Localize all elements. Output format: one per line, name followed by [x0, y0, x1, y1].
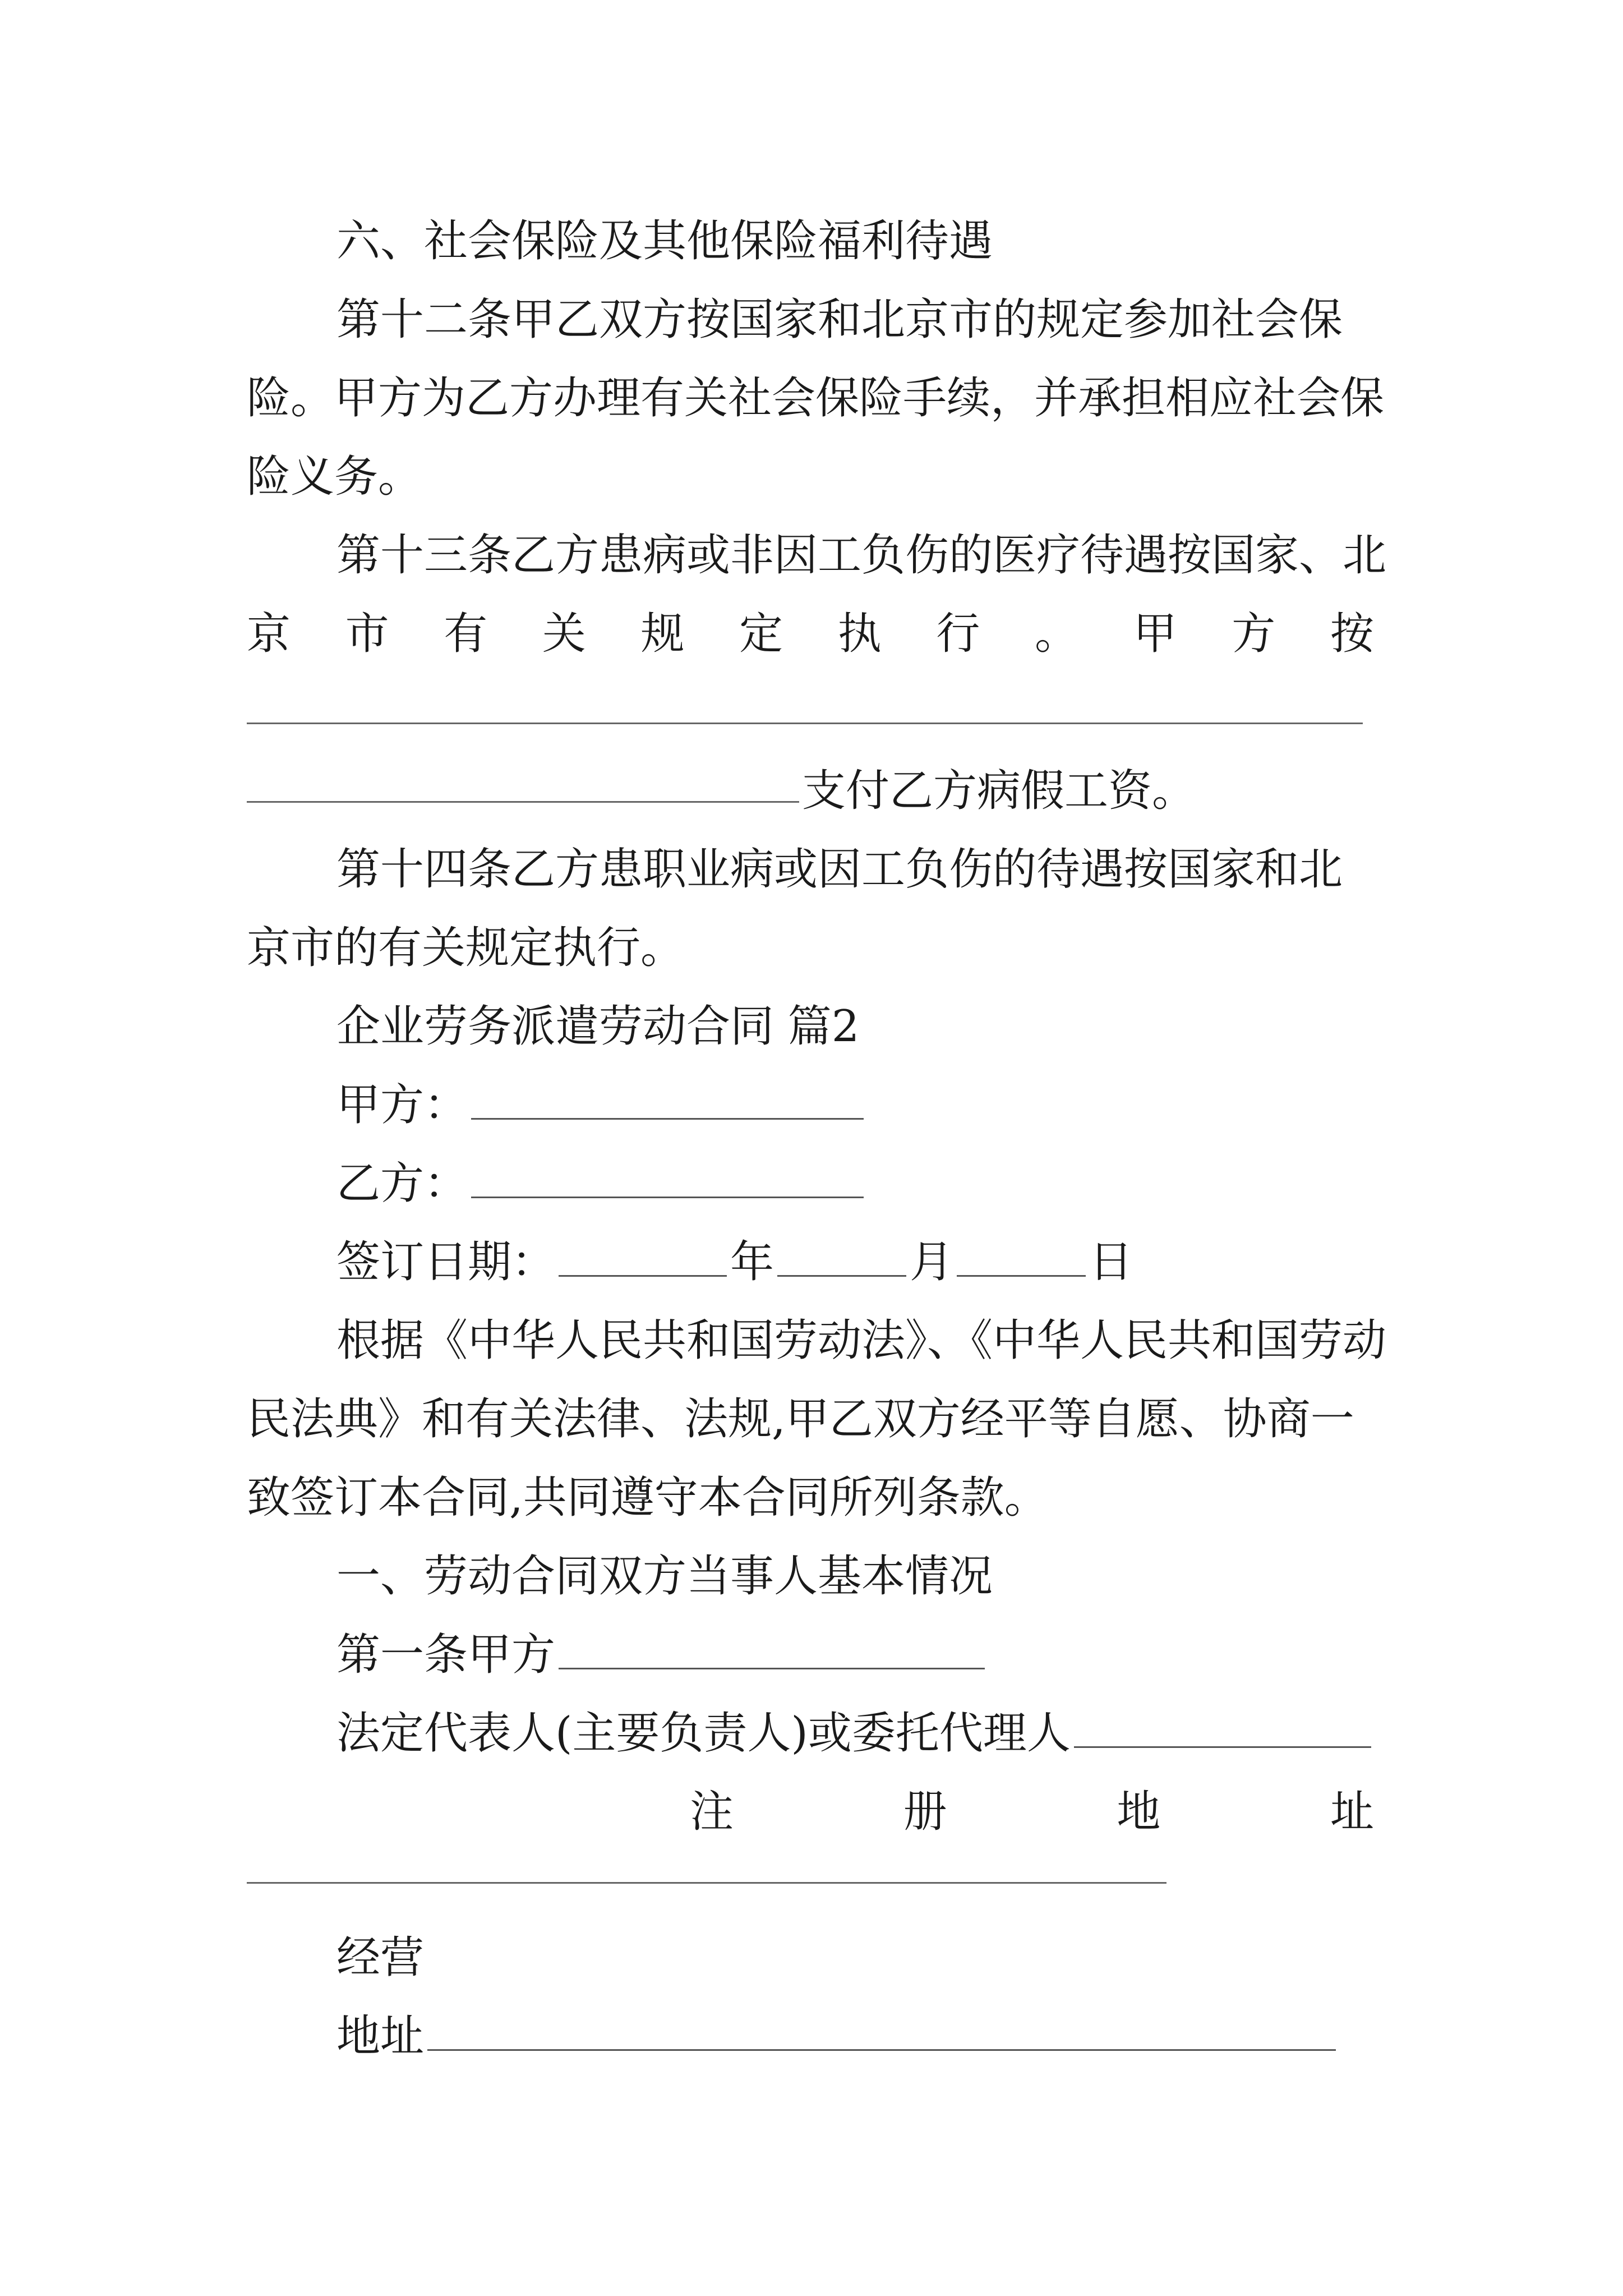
article13-char: 甲	[1133, 609, 1177, 659]
party-b-line	[336, 1144, 867, 1223]
preamble-line2: 民法典》和有关法律、法规,甲乙双方经平等自愿、协商一	[247, 1394, 1354, 1444]
article13-char: 规	[640, 609, 685, 659]
section6-heading: 六、社会保险及其他保险福利待遇	[336, 216, 993, 266]
article13-char: 按	[1330, 609, 1374, 659]
article13-char: 执	[837, 609, 882, 659]
party-b-blank	[471, 1157, 864, 1198]
section1-heading: 一、劳动合同双方当事人基本情况	[336, 1551, 993, 1602]
article12-line1: 第十二条甲乙双方按国家和北京市的规定参加社会保	[336, 295, 1343, 345]
article13-char: 方	[1232, 609, 1276, 659]
year-blank	[559, 1236, 727, 1277]
business-label: 经营	[336, 1932, 425, 1983]
address-line	[336, 1997, 1339, 2076]
sign-date-line	[336, 1223, 1133, 1301]
party-a-blank	[471, 1079, 864, 1120]
article1-label: 第一条甲方	[336, 1630, 556, 1680]
year-label: 年	[730, 1237, 774, 1287]
address-blank	[427, 2010, 1336, 2051]
blank-line	[247, 723, 1363, 724]
day-label: 日	[1089, 1237, 1133, 1287]
article13-line1: 第十三条乙方患病或非因工负伤的医疗待遇按国家、北	[336, 530, 1387, 581]
article13-char: 。	[1035, 609, 1079, 659]
article12-line3: 险义务。	[247, 452, 422, 502]
reg-address-char: 册	[903, 1787, 947, 1837]
blank-line	[247, 801, 799, 803]
party-a-label: 甲方：	[336, 1080, 468, 1130]
sign-date-label: 签订日期：	[336, 1237, 556, 1287]
legal-rep-line	[336, 1694, 1375, 1773]
month-blank	[777, 1236, 906, 1277]
article14-line2: 京市的有关规定执行。	[247, 923, 685, 973]
article13-char: 定	[739, 609, 783, 659]
registered-address-blank	[247, 1882, 1166, 1884]
article12-line2: 险。甲方为乙方办理有关社会保险手续，并承担相应社会保	[247, 373, 1385, 424]
reg-address-char: 注	[690, 1787, 734, 1837]
article13-char: 有	[444, 609, 488, 659]
preamble-line1: 根据《中华人民共和国劳动法》、《中华人民共和国劳动	[336, 1315, 1387, 1366]
month-label: 月	[910, 1237, 954, 1287]
article14-line1: 第十四条乙方患职业病或因工负伤的待遇按国家和北	[336, 844, 1343, 895]
article1-line	[336, 1616, 988, 1694]
article13-char: 京	[247, 609, 291, 659]
article13-char: 关	[542, 609, 586, 659]
article13-char: 市	[345, 609, 389, 659]
registered-address-line	[690, 1773, 1374, 1851]
article13-char: 行	[936, 609, 980, 659]
preamble-line3: 致签订本合同,共同遵守本合同所列条款。	[247, 1473, 1048, 1523]
legal-rep-label: 法定代表人(主要负责人)或委托代理人	[336, 1708, 1071, 1759]
contract2-title: 企业劳务派遣劳动合同 篇2	[336, 1001, 860, 1052]
article13-line4: 支付乙方病假工资。	[802, 766, 1196, 816]
address-label: 地址	[336, 2011, 425, 2062]
reg-address-char: 址	[1330, 1787, 1374, 1837]
reg-address-char: 地	[1117, 1787, 1161, 1837]
party-b-label: 乙方：	[336, 1158, 468, 1209]
party-a-name-blank	[559, 1628, 985, 1669]
article13-line2	[247, 595, 1374, 673]
party-a-line	[336, 1066, 867, 1144]
day-blank	[957, 1236, 1086, 1277]
legal-rep-blank	[1074, 1707, 1371, 1748]
